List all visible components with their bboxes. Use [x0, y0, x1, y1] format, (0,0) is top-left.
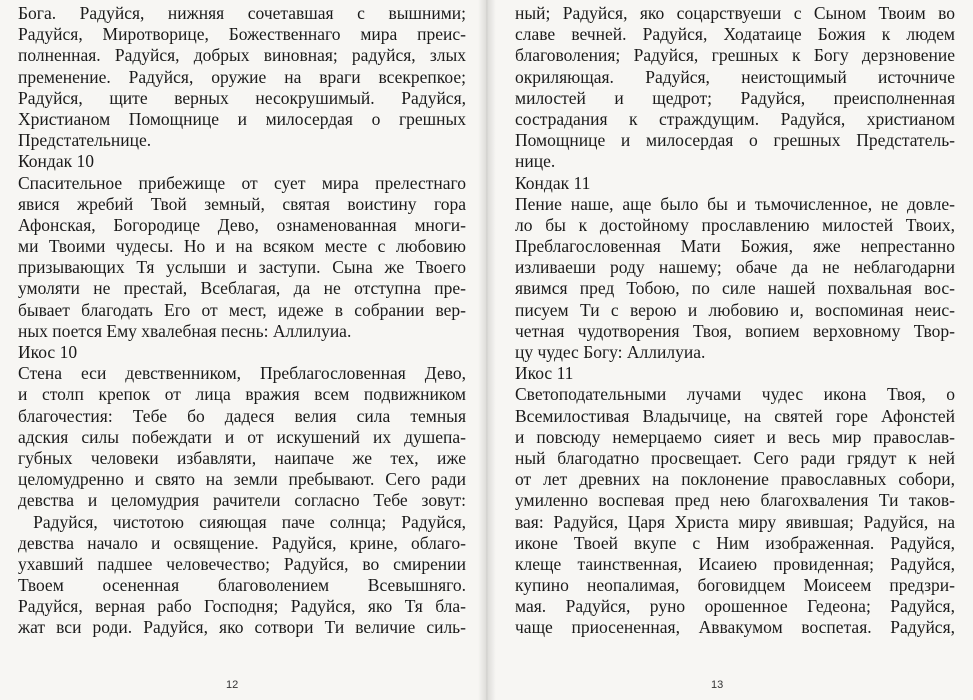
text-line: Радуйся, щите верных несокрушимый. Радуйся, [18, 87, 466, 108]
text-line: нице. [515, 151, 556, 172]
text-line: Радуйся, Миротворице, Божественнаго мира преис- [18, 24, 466, 45]
text-line: и столп крепок от лица вражия всем подвижником [18, 384, 466, 405]
text-line: бывает благодать Его от мест, идеже в собрании вер- [18, 299, 466, 320]
text-line: и повсюду немерцаемо сияет и весь мир православ- [515, 426, 955, 447]
text-line: купино неопалимая, боговидцем Моисеем предзри- [515, 575, 955, 596]
text-line: Предстательнице. [18, 130, 152, 151]
text-line: ухавший падшее человечество; Радуйся, во смирении [18, 553, 466, 574]
text-line: цу чудес Богу: Аллилуиа. [515, 342, 706, 362]
text-line: явимся пред Тобою, по силе нашей похвальная вос- [515, 278, 955, 299]
book-gutter-shadow [478, 0, 496, 700]
text-line: ных поется Ему хвалебная песнь: Аллилуиа. [18, 320, 352, 341]
text-line: Афонская, Богородице Дево, ознаменованная многи- [18, 214, 466, 235]
text-line: явися жребий Твой земный, святая воистину гора [18, 193, 466, 214]
text-line: адския силы побеждати и от искушений их душепа- [18, 426, 466, 447]
text-line: вая: Радуйся, Царя Христа миру явившая; Радуйся, на [515, 511, 955, 532]
text-line: Преблагословенная Мати Божия, яже непрестанно [515, 236, 955, 257]
text-line: Бога. Радуйся, нижняя сочетавшая с вышними; [18, 3, 466, 23]
text-line: жат вси роди. Радуйся, яко сотвори Ти величие силь- [18, 617, 466, 638]
text-line: клеще таинственная, Исаиею провиденная; Радуйся, [515, 553, 955, 574]
text-line: иконе Твоей вкупе с Ним изображенная. Радуйся, [515, 532, 955, 553]
text-line: писуем Ти с верою и любовию и, воспоминая неис- [515, 299, 955, 320]
text-line: ный; Радуйся, яко соцарствуеши с Сыном Твоим во [515, 3, 955, 23]
text-line: Стена еси девственником, Преблагословенная Дево, [18, 363, 466, 384]
text-line: умоляти не престай, Всеблагая, да не отступна пре- [18, 278, 466, 299]
right-page-text [515, 3, 955, 639]
text-line: полненная. Радуйся, добрых виновная; радуйся, злых [18, 45, 466, 66]
text-line: чаще приосененная, Аввакумом воспетая. Радуйся, [515, 617, 955, 638]
text-line: призывающих Тя услыши и заступи. Сына же Твоего [18, 257, 466, 278]
text-line: Светоподательными лучами чудес икона Твоя, о [515, 384, 955, 405]
text-line: девства начало и освящение. Радуйся, крине, облаго- [18, 532, 466, 553]
text-line: Радуйся, верная рабо Господня; Радуйся, яко Тя бла- [18, 596, 466, 617]
section-heading-ikos-10: Икос 10 [18, 342, 78, 362]
text-line: милостей и щедрот; Радуйся, преисполненная [515, 87, 955, 108]
text-line: ный благодатно просвещает. Сего ради грядут к ней [515, 447, 955, 468]
text-line: Радуйся, чистотою сияющая паче солнца; Радуйся, [18, 511, 466, 532]
text-line: благочестия: Тебе бо дадеся велия сила темныя [18, 405, 466, 426]
text-line: девства и целомудрия рачители согласно Тебе зовут: [18, 490, 466, 511]
section-heading-ikos-11: Икос 11 [515, 363, 574, 384]
text-line: губных человеки избавляти, наипаче же тех, иже [18, 447, 466, 468]
text-line: Христианом Помощнице и милосердая о грешных [18, 108, 466, 129]
section-heading-kondak-11: Кондак 11 [515, 172, 591, 193]
text-line: Помощнице и милосердая о грешных Предстатель- [515, 130, 955, 151]
text-line: от лет древних на поклонение православных собори, [515, 469, 955, 490]
left-page [0, 0, 486, 700]
text-line: Пение наше, аще было бы и тьмочисленное, не довле- [515, 193, 955, 214]
text-line: ми Твоими чудесы. Но и на всяком месте с любовию [18, 236, 466, 257]
text-line: мая. Радуйся, руно орошенное Гедеона; Радуйся, [515, 596, 955, 617]
page-number: 13 [711, 679, 724, 691]
text-line: Твоем осененная благоволением Всевышняго. [18, 575, 466, 596]
section-heading-kondak-10: Кондак 10 [18, 151, 94, 172]
text-line: Спасительное прибежище от сует мира прелестнаго [18, 172, 466, 193]
text-line: целомудренно и свято на земли пребывают. Сего ради [18, 469, 466, 490]
text-line: благоволения; Радуйся, грешных к Богу дерзновение [515, 45, 955, 66]
text-line: изливаеши роду нашему; обаче да не неблагодарни [515, 257, 955, 278]
text-line: славе вечней. Радуйся, Ходатаице Божия к людем [515, 24, 955, 45]
text-line: умиленно воспевая пред нею благохваления Ти таков- [515, 490, 955, 511]
left-page-text [18, 3, 466, 639]
text-line: четная чудотворения Твоя, вопием верховному Твор- [515, 320, 955, 341]
text-line: пременение. Радуйся, оружие на враги всекрепкое; [18, 66, 466, 87]
text-line: Всемилостивая Владычице, на святей горе Афонстей [515, 405, 955, 426]
text-line: окриляющая. Радуйся, неистощимый источниче [515, 66, 955, 87]
text-line: ло бы к достойному прославлению милостей Твоих, [515, 214, 955, 235]
page-number: 12 [226, 679, 239, 691]
text-line: сострадания к страждущим. Радуйся, христианом [515, 108, 955, 129]
right-page [487, 0, 973, 700]
